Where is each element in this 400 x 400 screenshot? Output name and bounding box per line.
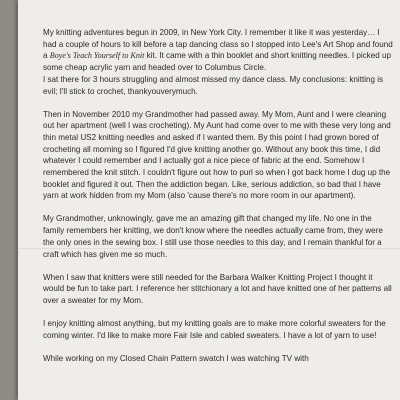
paragraph-2: Then in November 2010 my Grandmother had passed away. My Mom, Aunt and I were cleaning out her apartment (well I was crocheting). My Aunt had come over to me with these very long and thin metal US2 knitting needles and asked if I wanted them. By this point I had grown bored of crocheting all morning so I figured I'd give knitting another go. Without any book this time, I did whatever I could remember and I actually got a nice piece of fabric at the end. Somehow I remembered the knit stitch. I couldn't figure out how to purl so when I got back home I dug up the booklet and figured it out. Then the addiction began. Like, serious addiction, so bad that I have yarn at work hidden from my Mom (also 'cause there's no more room in our apartment). [43, 109, 391, 201]
paragraph-1 [43, 27, 393, 97]
document-page [18, 0, 400, 400]
p1-second-line: I sat there for 3 hours struggling and almost missed my dance class. My conclusions: knitting is evil; I'll stick to crochet, thankyouverymuch. [43, 74, 384, 96]
paragraph-6-partial: While working on my Closed Chain Pattern swatch I was watching TV with [43, 353, 309, 363]
p1-text-end: kit. It came with a thin booklet and short knitting needles. I picked up some cheap acrylic yarn and headed over to Columbus Circle. [43, 51, 391, 73]
paragraph-5: I enjoy knitting almost anything, but my knitting goals are to make more colorful sweaters for the coming winter. I'd like to make more Fair Isle and cabled sweaters. I have a lot of yarn to use! [43, 318, 386, 340]
paragraph-4: When I saw that knitters were still needed for the Barbara Walker Knitting Project I thought it would be fun to take part. I reference her stitchionary a lot and have knitted one of her patterns all over a sweater for my Mom. [43, 272, 392, 305]
letter-text [43, 27, 393, 376]
paragraph-3: My Grandmother, unknowingly, gave me an amazing gift that changed my life. No one in the family remembers her knitting, we don't know where the needles actually came from, they were the only ones in the sewing box. I still use those needles to this day, and I remain thankful for a craft which has given me so much. [43, 214, 383, 259]
p1-text-start: My knitting adventures begun in 2009, in New York City. I remember it like it was yesterday… I had a couple of hours to kill before a tap dancing class so I stopped into Lee's Art Shop and found a [43, 28, 393, 61]
book-title: Boye's Teach Yourself to Knit [49, 51, 145, 61]
